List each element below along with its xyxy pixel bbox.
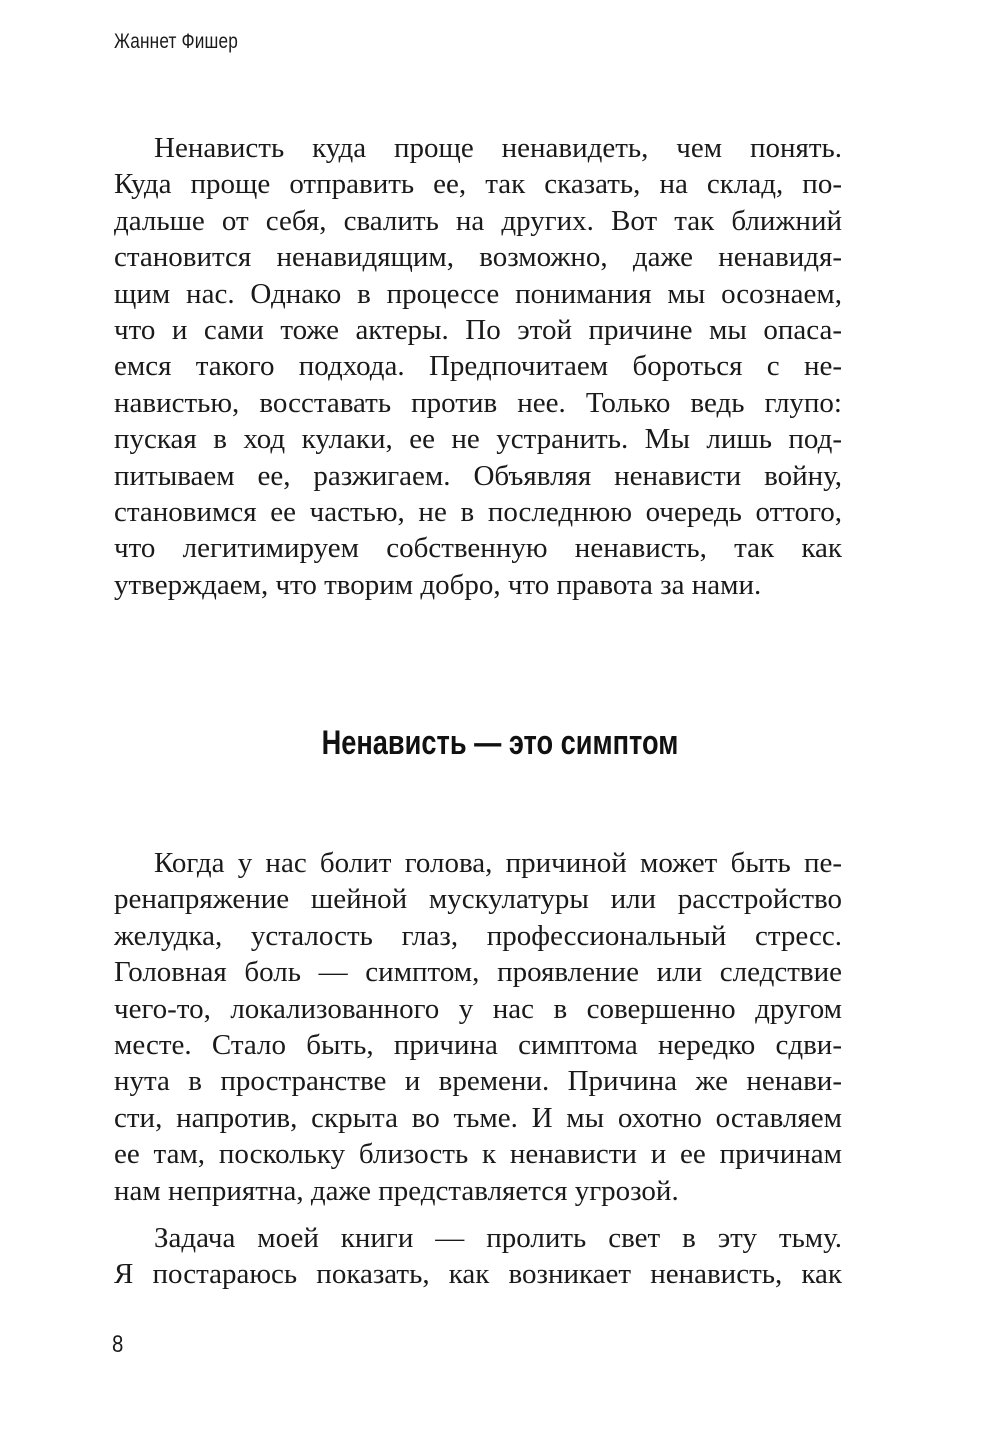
paragraph-3 (114, 1220, 842, 1293)
text-line: становимся ее частью, не в последнюю очередь оттого, (114, 495, 842, 528)
text-line: нам неприятна, даже представляется угрозой. (114, 1174, 679, 1207)
text-line: что и сами тоже актеры. По этой причине мы опаса- (114, 313, 842, 346)
text-line: Задача моей книги — пролить свет в эту тьму. (154, 1222, 842, 1254)
text-line: емся такого подхода. Предпочитаем бороться с не- (114, 350, 842, 383)
text-line: ее там, поскольку близость к ненависти и ее причинам (114, 1138, 842, 1171)
text-line: утверждаем, что творим добро, что правота за нами. (114, 568, 762, 601)
text-line: Когда у нас болит голова, причиной может быть пе- (154, 847, 842, 879)
text-line: щим нас. Однако в процессе понимания мы осознаем, (114, 277, 842, 310)
text-line: Я постараюсь показать, как возникает ненависть, как (114, 1258, 842, 1291)
text-line: становится ненавидящим, возможно, даже ненавидя- (114, 241, 842, 274)
text-line: нута в пространстве и времени. Причина же ненави- (114, 1065, 842, 1098)
text-line: Куда проще отправить ее, так сказать, на склад, по- (114, 168, 842, 201)
text-line: Головная боль — симптом, проявление или следствие (114, 956, 842, 989)
text-line: навистью, восставать против нее. Только ведь глупо: (114, 386, 842, 419)
paragraph-2 (114, 845, 842, 1209)
text-line: месте. Стало быть, причина симптома нередко сдви- (114, 1028, 842, 1061)
page-number: 8 (112, 1331, 124, 1358)
text-line: питываем ее, разжигаем. Объявляя ненависти войну, (114, 459, 842, 492)
text-line: что легитимируем собственную ненависть, так как (114, 532, 842, 565)
running-head-author: Жаннет Фишер (114, 30, 239, 53)
text-line: сти, напротив, скрыта во тьме. И мы охотно оставляем (114, 1101, 842, 1134)
text-line: дальше от себя, свалить на других. Вот так ближний (114, 204, 842, 237)
text-line: пуская в ход кулаки, ее не устранить. Мы лишь под- (114, 423, 842, 456)
text-line: ренапряжение шейной мускулатуры или расстройство (114, 883, 842, 916)
text-line: чего-то, локализованного у нас в совершенно другом (114, 992, 842, 1025)
paragraph-1 (114, 130, 842, 603)
text-line: желудка, усталость глаз, профессиональный стресс. (114, 919, 842, 952)
section-heading-text: Ненависть — это симптом (321, 724, 679, 762)
text-line: Ненависть куда проще ненавидеть, чем понять. (154, 132, 842, 164)
section-heading (0, 724, 1000, 763)
